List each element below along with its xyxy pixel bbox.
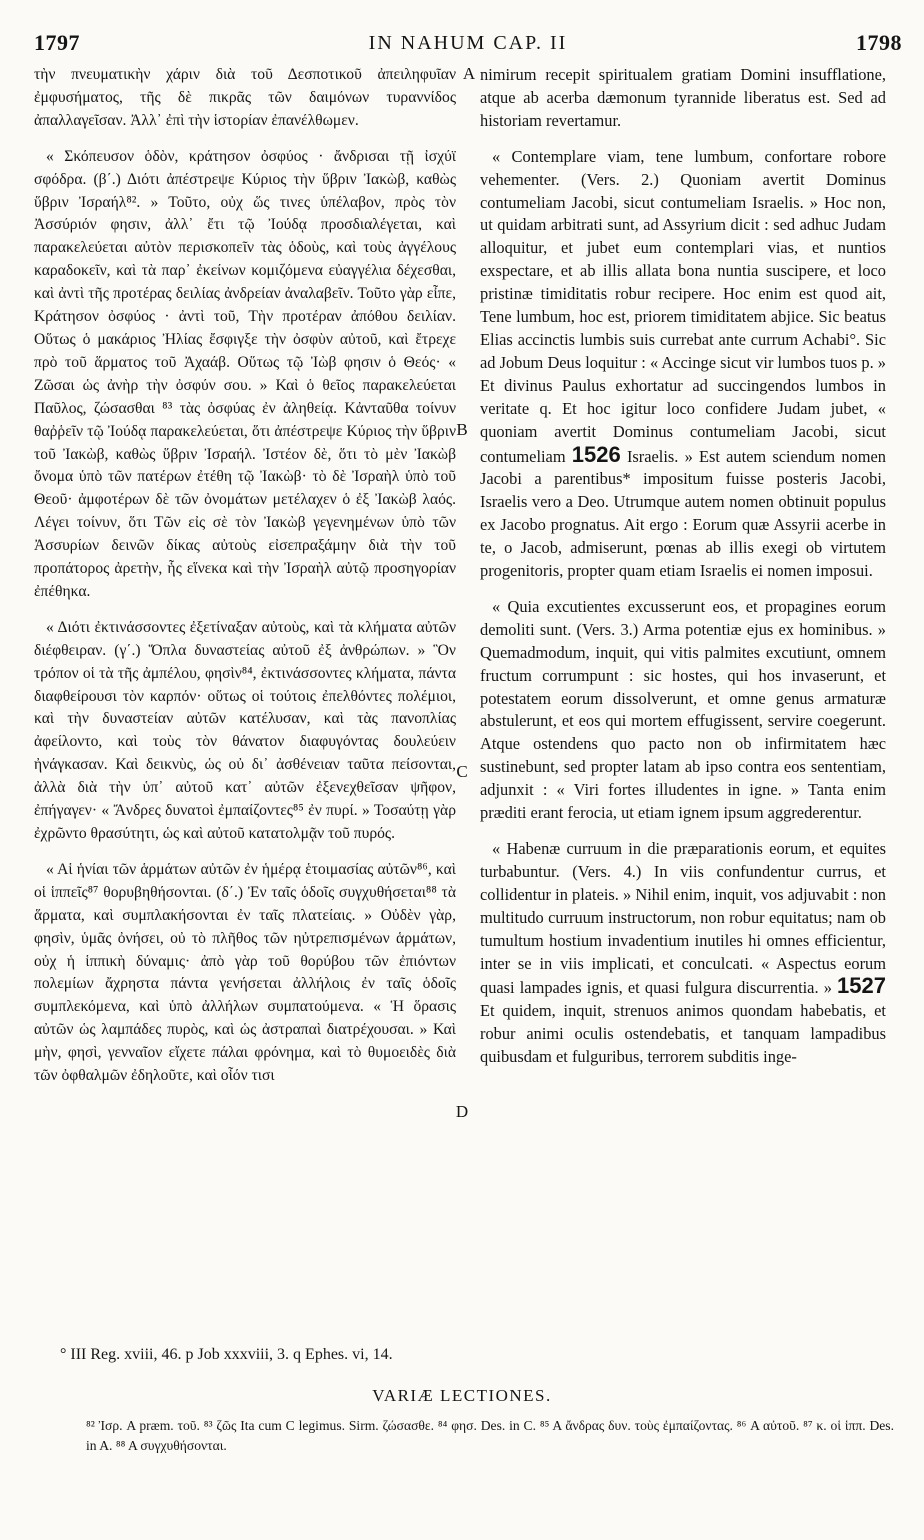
latin-text: « Habenæ curruum in die præparationis eorum, et equites turbabuntur. (Vers. 4.) In viis confundentur currus, et collidentur in plateis. » Nihil enim, inquit, vos adjuvabit : non multitudo curruum instructorum, non robur equitatus; nam ob tumultum hostium invadentium inutiles hi omnes efficientur, inter se in viis implicati, et conculcati. « Aspectus eorum quasi lampades ignis, et quasi fulgura discurrentia. » — [480, 839, 886, 998]
column-marker: 1526 — [571, 441, 621, 467]
column-number-right: 1798 — [856, 30, 902, 55]
section-marker-d: D — [455, 1102, 469, 1121]
running-title: IN NAHUM CAP. II — [368, 32, 568, 54]
latin-paragraph: « Quia excutientes excusserunt eos, et propagines eorum demoliti sunt. (Vers. 3.) Arma potentiæ ejus ex hominibus. » Quemadmodum, inquit, qui vitis palmites excutiunt, omnem fructum corrumpunt : sic hostes, qui hos invaserunt, et potestatem eorum dissolverunt, et omne genus armaturæ abstulerunt, et eos qui mortem effugissent, servire coegerunt. Atque ostendens quo pacto non ob infirmitatem hæc sustinebunt, sed propter latam ab ipso contra eos sententiam, adjunxit : « Viri fortes illudentes in igne. » Tanta enim præditi erant ferocia, ut etiam ignem ipsum aggrederentur. — [480, 596, 886, 823]
greek-paragraph: « Αἱ ἡνίαι τῶν ἁρμάτων αὐτῶν ἐν ἡμέρᾳ ἑτοιμασίας αὐτῶν⁸⁶, καὶ οἱ ἱππεῖς⁸⁷ θορυβηθήσονται. (δ΄.) Ἐν ταῖς ὁδοῖς συγχυθήσεται⁸⁸ τὰ ἅρματα, καὶ συμπλακήσονται ἐν ταῖς πλατείαις. » Οὐδὲν γὰρ, φησὶν, ὑμᾶς ὀνήσει, οὐ τὸ πλῆθος τῶν ηὐτρεπισμένων ἁρμάτων, οὐχ ἡ ἱππικὴ δύναμις· ἀπὸ γὰρ τοῦ θορύβου τῶν ἐπιόντων πολεμίων ἄχρηστα πάντα γενήσεται ἀλλήλοις ἐν ταῖς ὁδοῖς συμπλεκόμενα, καὶ ὑπὸ ἀλλήλων συμπατούμενα. « Ἡ ὅρασις αὐτῶν ὡς λαμπάδες πυρὸς, καὶ ὡς ἀστραπαὶ διατρέχουσαι. » Καὶ μὴν, φησὶ, γενναῖον εἴχετε πάλαι φρόνημα, καὶ τὸ θυμοειδὲς διὰ τῶν ὀφθαλμῶν ἐδηλοῦτε, καὶ οἷόν τισι — [34, 860, 456, 1085]
variae-lectiones-notes: ⁸² Ἰσρ. A præm. τοῦ. ⁸³ ζῶς Ita cum C legimus. Sirm. ζώσασθε. ⁸⁴ φησ. Des. in C. ⁸⁵ A ἄνδρας δυν. τοὺς ἐμπαίζοντας. ⁸⁶ A αὐτοῦ. ⁸⁷ κ. οἱ ἱππ. Des. in A. ⁸⁸ A συγχυθήσονται. — [86, 1418, 894, 1453]
variae-lectiones-title: VARIÆ LECTIONES. — [372, 1386, 552, 1405]
column-marker: 1527 — [837, 973, 886, 999]
latin-text: Israelis. » Est autem sciendum nomen Jacobi a parentibus* impositum fuisse posteris Jacobi, Israelis vero a Deo. Utrumque autem nomen obtinuit populus ex Jacobo prognatus. Ait ergo : Eorum quæ Assyrii acerbe in te, o Jacob, admiserunt, pœnas ab illis exegi ob virtutem progenitoris, propter quam etiam Israelis ei nomen imposui. — [480, 446, 886, 581]
latin-paragraph — [480, 838, 886, 1069]
scripture-references: ° III Reg. xviii, 46. p Job xxxviii, 3. q Ephes. vi, 14. — [60, 1346, 393, 1363]
latin-paragraph — [480, 146, 886, 583]
greek-paragraph: « Διότι ἐκτινάσσοντες ἐξετίναξαν αὐτοὺς, καὶ τὰ κλήματα αὐτῶν διέφθειραν. (γ΄.) Ὅπλα δυναστείας αὐτοῦ ἐξ ἀνθρώπων. » Ὃν τρόπον οἱ τὰ τῆς ἀμπέλου, φησὶν⁸⁴, ἐκτινάσσοντες κλήματα, πάντα διαφθείρουσι τὸν καρπόν· οὕτως οἱ τούτοις ἐπελθόντες πολέμιοι, καὶ τὴν δυναστείαν αὐτῶν κατέλυσαν, καὶ τὰς πανοπλίας ἀφείλοντο, καὶ τοὺς τὸν θάνατον διαφυγόντας δουλεύειν ἠνάγκασαν. Καὶ δεικνὺς, ὡς οὐ δι᾽ ἀσθένειαν ταῦτα πείσονται, ἀλλὰ διὰ τὴν ὑπ᾽ αὐτοῦ κατ᾽ αὐτῶν ἐξενεχθεῖσαν ψῆφον, ἐπήγαγεν· « Ἄνδρες δυνατοὶ ἐμπαίζοντες⁸⁵ ἐν πυρί. » Τοσαύτῃ γὰρ ἐχρῶντο θρασύτητι, ὡς καὶ αὐτοῦ κατατολμᾷν τοῦ πυρός. — [34, 618, 456, 842]
greek-paragraph: « Σκόπευσον ὁδὸν, κράτησον ὀσφύος · ἄνδρισαι τῇ ἰσχύϊ σφόδρα. (β΄.) Διότι ἀπέστρεψε Κύριος τὴν ὕβριν Ἰακὼβ, καθὼς ὕβριν Ἰσραήλ⁸². » Τοῦτο, οὐχ ὥς τινες ὑπέλαβον, πρὸς τὸν Ἀσσύριόν φησιν, ἀλλ᾽ ἔτι τῷ Ἰούδᾳ προσδιαλέγεται, καὶ παρακελεύεται αὐτὸν περισκοπεῖν τὰς ὁδοὺς, καὶ τοὺς ἀγγέλους καραδοκεῖν, καὶ τὰ παρ᾽ ἐκείνων κομιζόμενα εὐαγγέλια δέχεσθαι, καὶ ἀντὶ τῆς προτέρας δειλίας ἀνδρείαν ἀναλαβεῖν. Τοῦτο γὰρ εἶπε, Κράτησον ὀσφύος · ἀντὶ τοῦ, Τὴν προτέραν ἀπόθου δειλίαν. Οὕτως ὁ μακάριος Ἠλίας ἔσφιγξε τὴν ὀσφὺν αὐτοῦ, καὶ ἔτρεχε πρὸ τοῦ ἅρματος τοῦ Ἀχαάβ. Οὕτως τῷ Ἰὼβ φησιν ὁ Θεός· « Ζῶσαι ὡς ἀνὴρ τὴν ὀσφύν σου. » Καὶ ὁ θεῖος παρακελεύεται Παῦλος, ζώσασθαι ⁸³ τὰς ὀσφύας ἐν ἀληθείᾳ. Κἀνταῦθα τοίνυν θαῤῥεῖν τῷ Ἰούδᾳ παρακελεύεται, ὅτι ἀπέστρεψε Κύριος τὴν ὕβριν τοῦ Ἰακὼβ, καθὼς ὕβριν Ἰσραήλ. Ἰστέον δὲ, ὅτι τὸ μὲν Ἰακὼβ ὄνομα ὑπὸ τῶν πατέρων ἐτέθη τῷ Ἰακὼβ· τὸ δὲ Ἰσραὴλ ὑπὸ τοῦ Θεοῦ· ἀμφοτέρων δὲ τῶν ὀνομάτων μετέλαχεν ὁ ἐξ Ἰακὼβ λαός. Λέγει τοίνυν, ὅτι Τῶν εἰς σὲ τὸν Ἰακὼβ γεγενημένων ὑπὸ τῶν Ἀσσυρίων δεινῶν δίκας αὐτοὺς εἰσεπραξάμην διὰ τὴν τοῦ προπάτορος ἀρετὴν, ἧς εἵνεκα καὶ τὴν Ἰσραὴλ αὐτῷ προσηγορίαν ἐπέθηκα. — [34, 147, 456, 600]
page-header — [34, 30, 902, 64]
column-number-left: 1797 — [34, 30, 80, 55]
section-marker-a: A — [462, 64, 476, 83]
greek-column — [34, 64, 456, 1101]
greek-paragraph: τὴν πνευματικὴν χάριν διὰ τοῦ Δεσποτικοῦ ἀπειληφυῖαν ἐμφυσήματος, τῆς δὲ πικρᾶς τῶν δαιμόνων τυραννίδος ἀπαλλαγεῖσαν. Ἀλλ᾽ ἐπὶ τὴν ἱστορίαν ἐπανέλθωμεν. — [34, 66, 456, 129]
latin-column — [480, 64, 886, 1082]
latin-paragraph: nimirum recepit spiritualem gratiam Domini insufflatione, atque ab acerba dæmonum tyrannide liberatus est. Sed ad historiam revertamur. — [480, 65, 886, 130]
section-marker-b: B — [456, 420, 468, 439]
latin-text: « Contemplare viam, tene lumbum, confortare robore vehementer. (Vers. 2.) Quoniam avertit Dominus contumeliam Jacobi, sicut contumeliam Israelis. » Hoc non, ut quidam arbitrati sunt, ad Assyrium dicit : sed adhuc Judam alloquitur, et jubet eum contemplari vias, et nuntios exspectare, et ab illis allata bona nuntia suscipere, et loco pristinæ timiditatis robur recipere. Hoc enim est quod ait, Tene lumbum, hoc est, priorem timiditatem abjice. Sic beatus Elias accinctis lumbis suis currebat ante currum Achabi°. Sic ad Jobum Deus loquitur : « Accinge sicut vir lumbos tuos p. » Et divinus Paulus exhortatur ad succingendos lumbos in veritate q. Et hoc igitur loco confidere Judam jubet, « quoniam avertit Dominus contumeliam Jacobi, sicut contumeliam — [480, 146, 886, 466]
section-marker-c: C — [456, 762, 468, 781]
latin-text: Et quidem, inquit, strenuos animos quondam habebatis, et robur animi oculis ostendebatis, et tanquam lampadibus quibusdam et fulguribus, terrorem subditis inge- — [480, 1001, 886, 1067]
